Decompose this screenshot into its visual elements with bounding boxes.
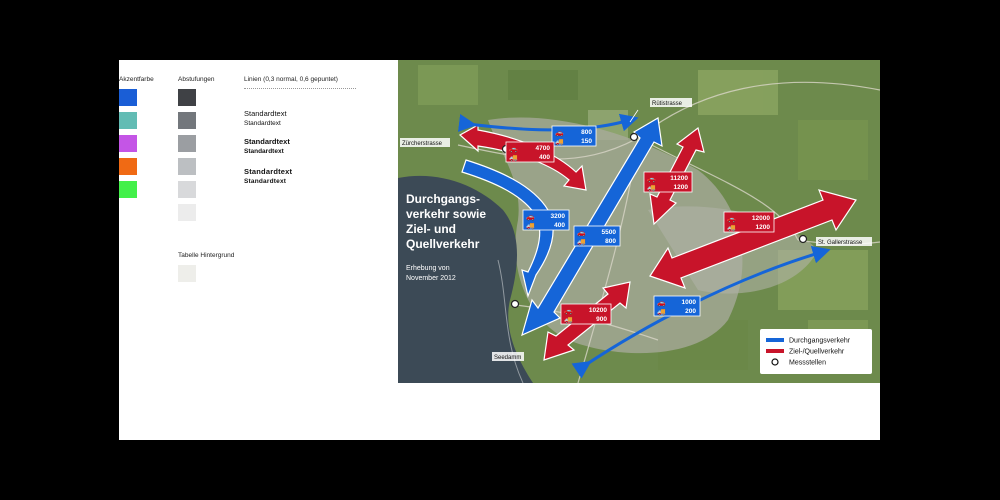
truck-count: 200 [685,308,696,315]
truck-icon: 🚚 [509,155,518,162]
car-count: 11200 [670,175,688,182]
standard-text-main: Standardtext [244,137,290,146]
table-background-swatch [178,265,196,282]
truck-count: 400 [554,222,565,229]
standard-text-main: Standardtext [244,109,287,118]
title-line: verkehr sowie [406,207,487,221]
legend-through-label: Durchgangsverkehr [789,337,851,345]
car-icon: 🚗 [657,300,666,307]
shade-swatch [178,204,196,221]
car-icon: 🚗 [727,216,736,223]
car-icon: 🚗 [509,146,518,153]
accent-swatch [119,112,137,129]
subtitle-line: Erhebung von [406,265,450,272]
standard-text-regular [244,109,287,129]
accent-swatch [119,89,137,106]
car-count: 1000 [681,299,696,306]
accent-swatch [119,135,137,152]
count-box-red-big-right [724,212,774,232]
truck-icon: 🚚 [647,185,656,192]
subtitle-line: November 2012 [406,275,456,282]
standard-text-sub: Standardtext [244,178,287,185]
truck-count: 1200 [755,224,770,231]
car-count: 4700 [535,145,550,152]
truck-icon: 🚚 [526,223,535,230]
truck-icon: 🚚 [564,317,573,324]
traffic-map [398,60,880,383]
standard-text-sub: Standardtext [244,120,281,127]
car-icon: 🚗 [647,176,656,183]
truck-count: 150 [581,138,592,145]
truck-icon: 🚚 [657,309,666,316]
accent-swatch [119,158,137,175]
standard-text-medium [244,137,290,157]
truck-count: 400 [539,154,550,161]
lines-title: Linien (0,3 normal, 0,6 gepuntet) [244,76,338,83]
truck-count: 800 [605,238,616,245]
car-icon: 🚗 [577,230,586,237]
accent-color-title: Akzentfarbe [119,76,154,83]
title-line: Quellverkehr [406,237,480,251]
count-box-blue-ruetistrasse [552,126,596,146]
count-box-red-zuercherstrasse [506,142,554,162]
shade-title: Abstufungen [178,76,215,83]
standard-text-sub: Standardtext [244,148,284,155]
count-box-blue-center [574,226,620,246]
shade-swatch [178,181,196,198]
title-line: Ziel- und [406,222,456,236]
dotted-line-sample [244,88,356,89]
shade-swatch [178,112,196,129]
count-box-blue-st-gallerstrasse [654,296,700,316]
map-legend [760,329,872,374]
shade-swatch [178,158,196,175]
truck-count: 900 [596,316,607,323]
standard-text-bold [244,167,292,187]
truck-icon: 🚚 [555,139,564,146]
legend-stations-label: Messstellen [789,359,826,367]
legend-station-icon [772,359,778,365]
station-seedamm [512,301,519,308]
standard-text-main: Standardtext [244,167,293,176]
style-guide-canvas [119,60,880,440]
car-icon: 🚗 [555,130,564,137]
street-label-ruetistrasse: Rütistrasse [652,101,683,107]
truck-icon: 🚚 [727,225,736,232]
street-label-zuercherstrasse: Zürcherstrasse [402,141,443,147]
car-count: 5500 [601,229,616,236]
table-background-title: Tabelle Hintergrund [178,252,235,259]
count-box-red-upper-right [644,172,692,192]
car-icon: 🚗 [526,214,535,221]
legend-local-label: Ziel-/Quellverkehr [789,348,845,356]
shade-swatch [178,89,196,106]
car-count: 3200 [550,213,565,220]
car-count: 12000 [751,215,770,222]
accent-swatch [119,181,137,198]
station-st-gallerstrasse [800,236,807,243]
car-count: 800 [581,129,592,136]
street-label-seedamm: Seedamm [494,355,522,361]
shade-swatch [178,135,196,152]
car-count: 10200 [588,307,607,314]
title-line: Durchgangs- [406,192,481,206]
car-icon: 🚗 [564,308,573,315]
count-box-blue-left [523,210,569,230]
station-ruetistrasse [631,134,638,141]
truck-icon: 🚚 [577,239,586,246]
street-label-st-gallerstrasse: St. Gallerstrasse [818,240,863,246]
truck-count: 1200 [673,184,688,191]
count-box-red-lower [561,304,611,324]
traffic-map-svg [398,60,880,383]
